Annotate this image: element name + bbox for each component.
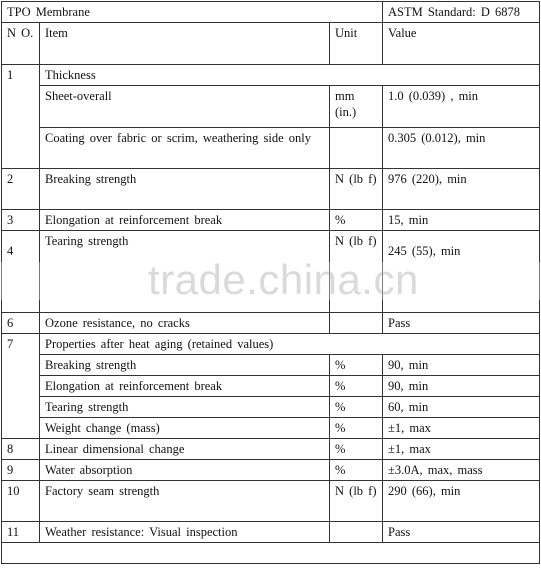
row-value: 290 (66), min [383,481,540,522]
row-item: Elongation at reinforcement break [40,210,330,231]
row-item: Sheet-overall [40,86,330,128]
row-value: Pass [383,522,540,543]
row-unit: % [330,418,383,439]
row-item: Weather resistance: Visual inspection [40,522,330,543]
table-row [2,522,540,543]
row-value: 0.305 (0.012), min [383,128,540,169]
table-row [2,231,540,313]
table-row [2,210,540,231]
table-row [2,481,540,522]
table-row [2,397,540,418]
row-value: 245 (55), min [383,231,540,313]
watermark-text: trade.china.cn [148,256,419,303]
col-header-unit: Unit [330,23,383,65]
row-unit: N (lb f) [330,231,383,313]
column-header-row [2,23,540,65]
row-unit [330,313,383,334]
header-row [2,2,540,23]
row-item: Breaking strength [40,169,330,210]
row-item: Tearing strength [40,397,330,418]
row-value: 90, min [383,376,540,397]
row-item: Tearing strength [40,231,330,313]
row-value: 15, min [383,210,540,231]
table-row [2,128,540,169]
row-unit: % [330,210,383,231]
row-no: 2 [2,169,40,210]
row-unit: % [330,439,383,460]
row-item: Elongation at reinforcement break [40,376,330,397]
standard-name: ASTM Standard: D 6878 [383,2,540,23]
group-title: Thickness [40,65,540,86]
row-unit: N (lb f) [330,481,383,522]
row-unit: % [330,376,383,397]
product-name: TPO Membrane [2,2,383,23]
table-row [2,460,540,481]
row-item: Linear dimensional change [40,439,330,460]
row-value: 976 (220), min [383,169,540,210]
row-no: 11 [2,522,40,543]
row-no: 4 [2,231,40,313]
row-no: 10 [2,481,40,522]
table-row [2,86,540,128]
empty-cell [2,543,540,564]
row-value: ±1, max [383,439,540,460]
row-unit: % [330,355,383,376]
table-row [2,169,540,210]
row-item: Factory seam strength [40,481,330,522]
row-no: 3 [2,210,40,231]
table-row [2,313,540,334]
col-header-no: N O. [2,23,40,65]
table-row [2,65,540,86]
row-value: 60, min [383,397,540,418]
row-value: Pass [383,313,540,334]
row-unit: mm (in.) [330,86,383,128]
row-unit: % [330,460,383,481]
table-row [2,376,540,397]
row-value: 90, min [383,355,540,376]
row-item: Weight change (mass) [40,418,330,439]
row-item: Ozone resistance, no cracks [40,313,330,334]
row-value: ±1, max [383,418,540,439]
row-value: ±3.0A, max, mass [383,460,540,481]
table-row [2,418,540,439]
row-no: 1 [2,65,40,169]
spec-table [1,1,540,564]
empty-row [2,543,540,564]
table-row [2,334,540,355]
row-no: 6 [2,313,40,334]
col-header-item: Item [40,23,330,65]
row-no: 7 [2,334,40,439]
row-unit: N (lb f) [330,169,383,210]
table-row [2,439,540,460]
row-unit: % [330,397,383,418]
row-item: Breaking strength [40,355,330,376]
col-header-value: Value [383,23,540,65]
row-no: 8 [2,439,40,460]
row-unit [330,522,383,543]
row-item: Water absorption [40,460,330,481]
row-no: 9 [2,460,40,481]
group-title: Properties after heat aging (retained values) [40,334,540,355]
row-item: Coating over fabric or scrim, weathering side only [40,128,330,169]
row-value: 1.0 (0.039) , min [383,86,540,128]
table-row [2,355,540,376]
row-unit [330,128,383,169]
